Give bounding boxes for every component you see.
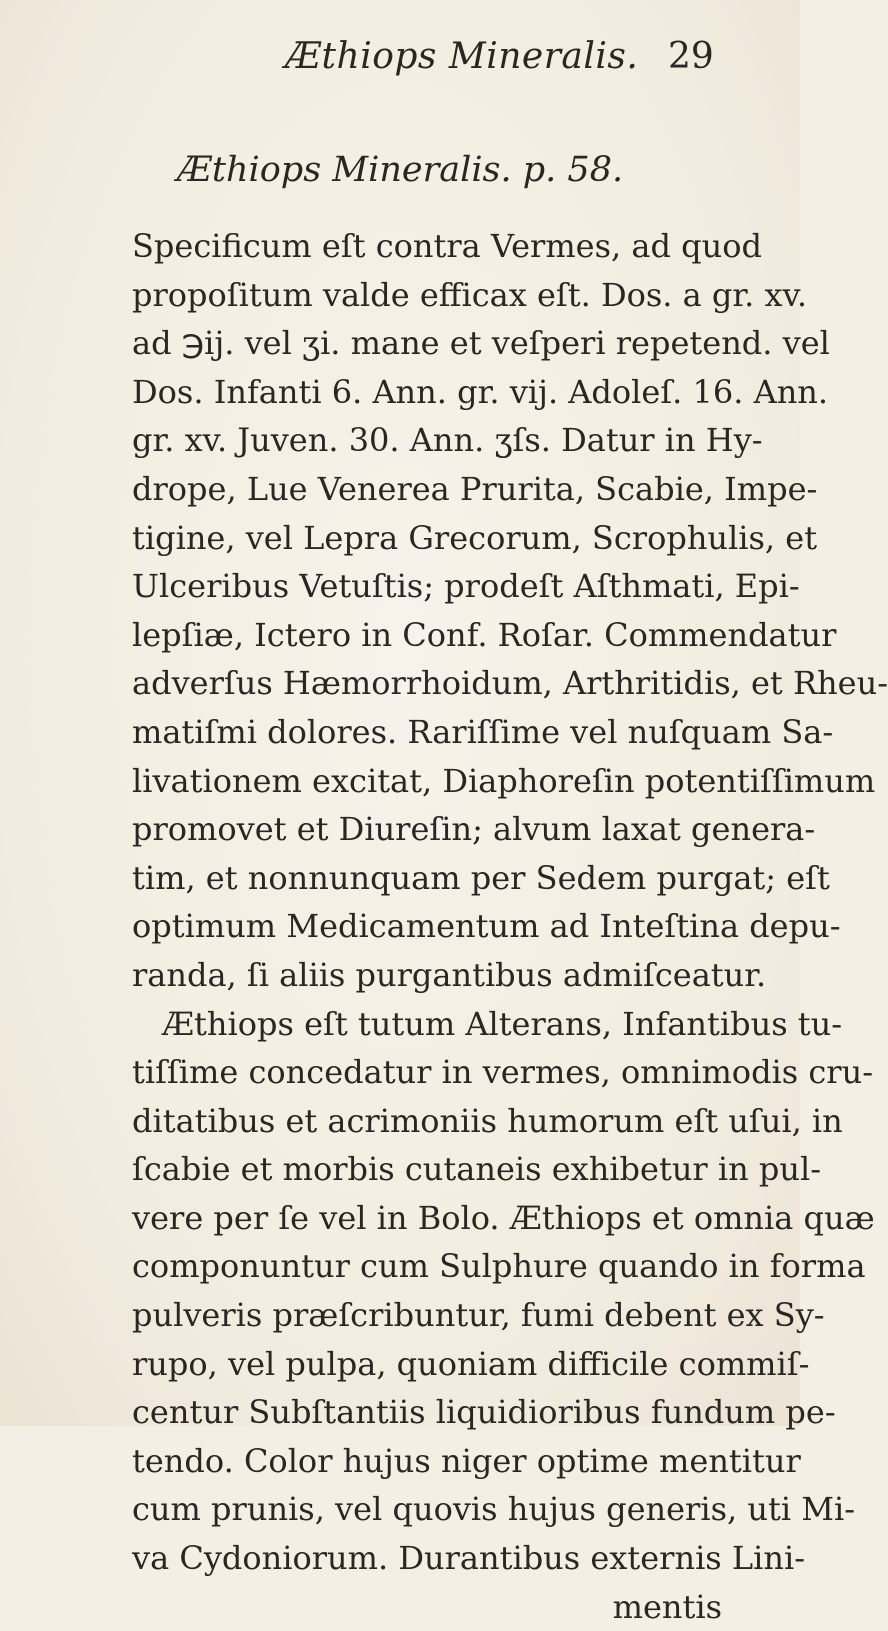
text-line: matiſmi dolores. Rariſſime vel nuſquam Sa- bbox=[132, 712, 834, 751]
text-line: tigine, vel Lepra Grecorum, Scrophulis, et bbox=[132, 518, 818, 557]
text-line: cum prunis, vel quovis hujus generis, uti Mi- bbox=[132, 1490, 856, 1529]
text-line: tendo. Color hujus niger optime mentitur bbox=[132, 1441, 801, 1480]
text-line: livationem excitat, Diaphoreſin potentiſſimum bbox=[132, 761, 876, 800]
text-line: ſcabie et morbis cutaneis exhibetur in pul- bbox=[132, 1150, 822, 1189]
catchword: mentis bbox=[612, 1587, 722, 1626]
text-line: Æthiops eſt tutum Alterans, Infantibus tu- bbox=[162, 1004, 843, 1043]
text-line: lepſiæ, Ictero in Conf. Roſar. Commendatur bbox=[132, 615, 837, 654]
text-line: randa, ſi aliis purgantibus admiſceatur. bbox=[132, 955, 767, 994]
text-line: drope, Lue Venerea Prurita, Scabie, Impe- bbox=[132, 469, 818, 508]
text-line: pulveris præſcribuntur, fumi debent ex Sy- bbox=[132, 1296, 825, 1335]
text-line: vere per ſe vel in Bolo. Æthiops et omnia quæ bbox=[132, 1198, 875, 1237]
running-title: Æthiops Mineralis. bbox=[285, 36, 639, 77]
text-line: tim, et nonnunquam per Sedem purgat; eſt bbox=[132, 858, 830, 897]
section-heading: Æthiops Mineralis. p. 58. bbox=[176, 150, 624, 190]
text-line: gr. xv. Juven. 30. Ann. ʒſs. Datur in Hy- bbox=[132, 421, 763, 460]
text-line: propoſitum valde efficax eſt. Dos. a gr. xv. bbox=[132, 275, 807, 314]
text-line: adverſus Hæmorrhoidum, Arthritidis, et Rheu- bbox=[132, 664, 888, 703]
text-line: promovet et Diureſin; alvum laxat genera- bbox=[132, 810, 816, 849]
text-line: rupo, vel pulpa, quoniam difficile commiſ- bbox=[132, 1344, 810, 1383]
text-line: Ulceribus Vetuſtis; prodeſt Aſthmati, Epi- bbox=[132, 567, 800, 606]
page-number: 29 bbox=[668, 36, 714, 77]
text-line: tiſſime concedatur in vermes, omnimodis cru- bbox=[132, 1053, 874, 1092]
body-text bbox=[132, 222, 888, 1631]
text-line: optimum Medicamentum ad Inteſtina depu- bbox=[132, 907, 841, 946]
text-line: ditatibus et acrimoniis humorum eſt uſui, in bbox=[132, 1101, 843, 1140]
text-line: ad ℈ij. vel ʒi. mane et veſperi repetend. vel bbox=[132, 324, 830, 363]
text-line: va Cydoniorum. Durantibus externis Lini- bbox=[132, 1539, 806, 1578]
text-line: centur Subſtantiis liquidioribus fundum pe- bbox=[132, 1393, 836, 1432]
text-line: Dos. Infanti 6. Ann. gr. vij. Adoleſ. 16. Ann. bbox=[132, 372, 829, 411]
running-head bbox=[0, 30, 800, 80]
text-line: componuntur cum Sulphure quando in forma bbox=[132, 1247, 866, 1286]
text-line: Specificum eſt contra Vermes, ad quod bbox=[132, 227, 762, 265]
